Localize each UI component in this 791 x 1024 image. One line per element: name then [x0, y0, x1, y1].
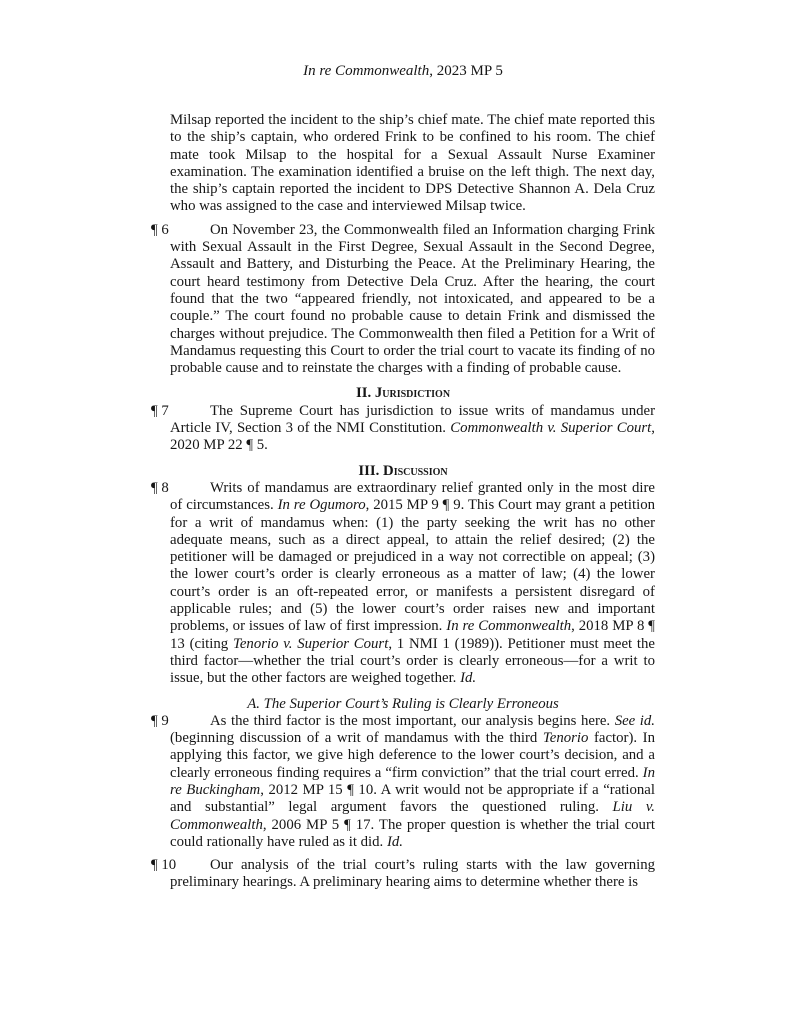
subheading-a-clearly-erroneous: [151, 696, 655, 713]
running-header-citation: , 2023 MP 5: [429, 63, 503, 79]
heading-discussion: [151, 463, 655, 480]
body-text: , 2015 MP 9 ¶ 9. This Court may grant a petition for a writ of mandamus when: (1) the party seeking the writ has no other adequate means, such as a direct appeal, to attain the relief desired; (2) the petitioner will be damaged or prejudiced in a way not correctible on appeal; (3) the lower court’s order is clearly erroneous as a matter of law; (4) the lower court’s order is an oft-repeated error, or manifests a persistent disregard of applicable rules; and (5) the lower court’s order raises new and important problems, or issues of law of first impression.: [170, 497, 655, 635]
citation-text: Id.: [386, 833, 403, 850]
citation-text: In re Commonwealth: [446, 618, 572, 635]
citation-text: Commonwealth v. Superior Court: [450, 420, 652, 437]
paragraph-9: [151, 712, 656, 851]
body-text: , 2020 MP 22 ¶ 5.: [170, 420, 655, 454]
body-text: As the third factor is the most important, our analysis begins here.: [210, 712, 615, 729]
body-text: The Supreme Court has jurisdiction to issue writs of mandamus under Article IV, Section 3 of the NMI Constitution.: [170, 402, 655, 437]
running-header-case-name: In re Commonwealth: [303, 63, 430, 79]
citation-text: See id.: [614, 712, 655, 729]
body-text: On November 23, the Commonwealth filed an Information charging Frink with Sexual Assault in the First Degree, Sexual Assault in the Second Degree, Assault and Battery, and Disturbing the Peace. At the Preliminary Hearing, the court heard testimony from Detective Dela Cruz. After the hearing, the court found that the two “appeared friendly, not intoxicated, and appeared to be a couple.” The court found no probable cause to detain Frink and dismissed the charges without prejudice. The Commonwealth then filed a Petition for a Writ of Mandamus requesting this Court to order the trial court to vacate its finding of no probable cause and to reinstate the charges with a finding of probable cause.: [170, 221, 655, 377]
body-text: (beginning discussion of a writ of mandamus with the third: [170, 730, 543, 747]
paragraph-7: [151, 402, 655, 455]
body-text: , 1 NMI 1 (1989)). Petitioner must meet the third factor—whether the trial court’s order is clearly erroneous—for a writ to issue, but the other factors are weighed together.: [170, 635, 655, 687]
body-text: , 2006 MP 5 ¶ 17. The proper question is whether the trial court could rationally have ruled as it did.: [170, 816, 655, 850]
body-text: Milsap reported the incident to the ship’s chief mate. The chief mate reported this to the ship’s captain, who ordered Frink to be confined to his room. The chief mate took Milsap to the hospital for a Sexual Assault Nurse Examiner examination. The examination identified a bruise on the left thigh. The next day, the ship’s captain reported the incident to DPS Detective Shannon A. Dela Cruz who was assigned to the case and interviewed Milsap twice.: [170, 112, 655, 215]
paragraph-number: ¶ 6: [151, 221, 169, 238]
body-text: III. Discussion: [358, 462, 448, 479]
citation-text: Id.: [460, 670, 477, 687]
citation-text: Liu v. Commonwealth: [170, 799, 656, 833]
body-text: factor). In applying this factor, we give high deference to the lower court’s decision, and a clearly erroneous finding requires a “firm conviction” that the trial court erred.: [170, 730, 655, 781]
body-text: , 2018 MP 8 ¶ 13 (citing: [170, 618, 655, 652]
citation-text: Tenorio v. Superior Court: [232, 635, 389, 652]
body-text: Writs of mandamus are extraordinary relief granted only in the most dire of circumstances.: [170, 479, 655, 514]
citation-text: Tenorio: [542, 730, 589, 747]
opening-continuation-paragraph: [170, 112, 655, 216]
running-header: [151, 63, 655, 80]
paragraph-number: ¶ 8: [151, 479, 169, 496]
paragraph-number: ¶ 7: [151, 402, 169, 419]
body-text: , 2012 MP 15 ¶ 10. A writ would not be appropriate if a “rational and substantial” legal argument favors the questioned ruling.: [170, 781, 655, 816]
paragraph-6: [151, 221, 655, 378]
paragraph-number: ¶ 10: [151, 857, 177, 874]
paragraph-8: [151, 479, 655, 688]
citation-text: In re Ogumoro: [277, 497, 366, 514]
paragraph-10: [151, 857, 655, 892]
document-body: [151, 112, 655, 892]
body-text: A. The Superior Court’s Ruling is Clearly Erroneous: [247, 695, 559, 712]
citation-text: In re Buckingham: [170, 764, 655, 798]
body-text: II. Jurisdiction: [355, 385, 451, 402]
paragraph-number: ¶ 9: [151, 712, 169, 729]
body-text: Our analysis of the trial court’s ruling starts with the law governing preliminary hearings. A preliminary hearing aims to determine whether there is: [170, 857, 655, 891]
heading-jurisdiction: [151, 385, 655, 402]
